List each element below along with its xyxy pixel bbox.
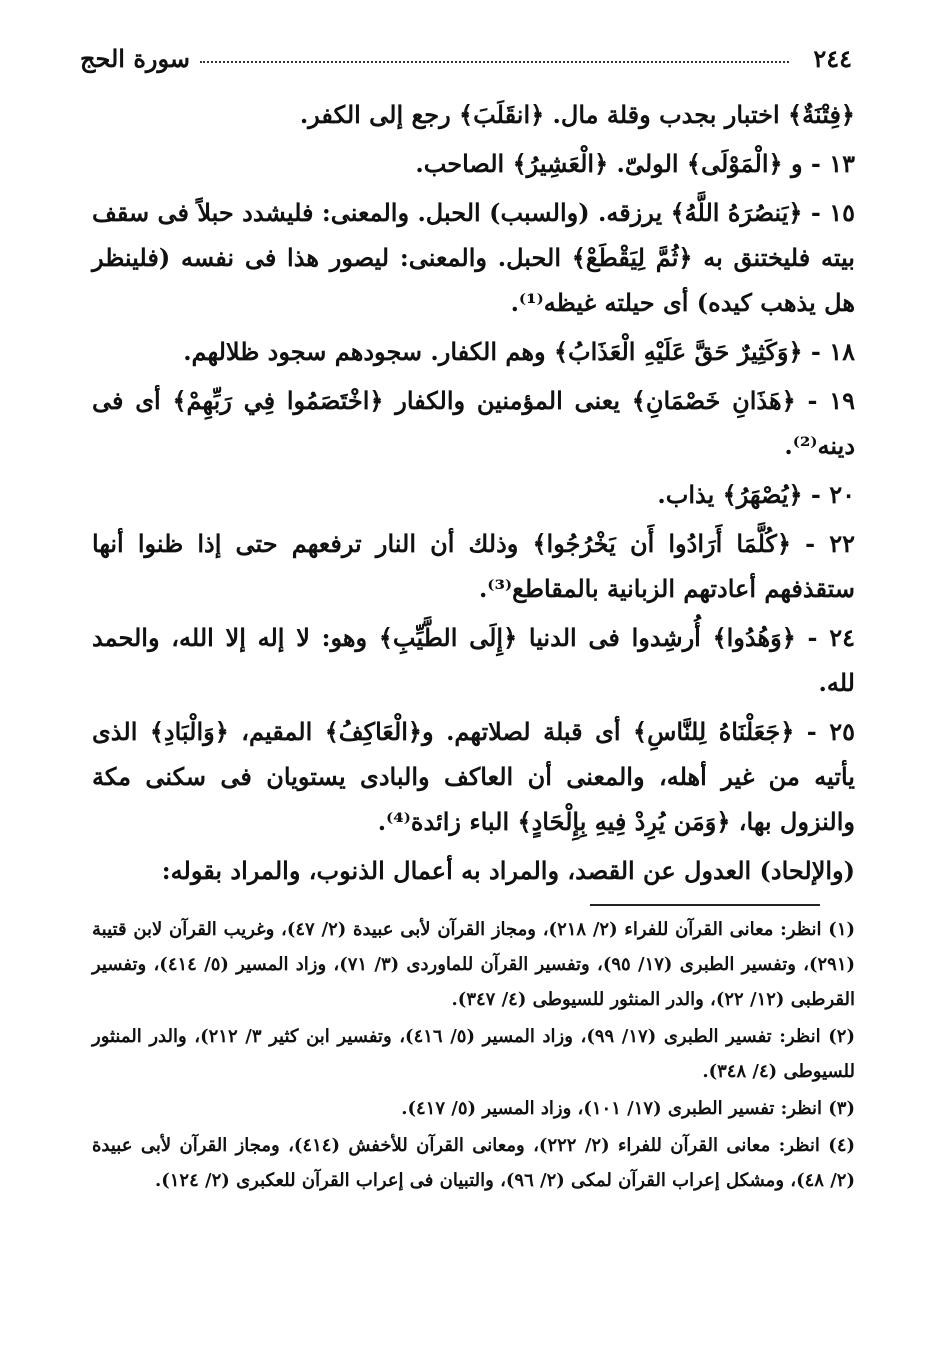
paragraph: ١٩ - ﴿هَذَانِ خَصْمَانِ﴾ يعنى المؤمنين والكفار ﴿اخْتَصَمُوا فِي رَبِّهِمْ﴾ أى فى دينه⁽²⁾. — [92, 386, 855, 460]
commentary-body — [92, 92, 855, 897]
paragraph: ١٨ - ﴿وَكَثِيرٌ حَقَّ عَلَيْهِ الْعَذَابُ﴾ وهم الكفار. سجودهم سجود ظلالهم. — [183, 337, 855, 366]
footnote: (٤) انظر: معانى القرآن للفراء (٢/ ٢٢٢)، ومعانى القرآن للأخفش (٤١٤)، ومجاز القرآن لأبى عبيدة (٢/ ٤٨)، ومشكل إعراب القرآن لمكى (٢/ ٩٦)، والتبيان فى إعراب القرآن للعكبرى (٢/ ١٢٤). — [92, 1135, 856, 1191]
page-number: ٢٤٤ — [813, 43, 852, 73]
paragraph: (والإلحاد) العدول عن القصد، والمراد به أعمال الذنوب، والمراد بقوله: — [161, 856, 855, 885]
footnote: (١) انظر: معانى القرآن للفراء (٢/ ٢١٨)، ومجاز القرآن لأبى عبيدة (٢/ ٤٧)، وغريب القرآن لابن قتيبة (٢٩١)، وتفسير الطبرى (١٧/ ٩٥)، وتفسير القرآن للماوردى (٣/ ٧١)، وزاد المسير (٥/ ٤١٤)، وتفسير القرطبى (١٢/ ٢٢)، والدر المنثور للسيوطى (٤/ ٣٤٧). — [92, 919, 856, 1010]
footnote-separator — [590, 904, 820, 906]
footnotes — [92, 912, 855, 1200]
paragraph: ﴿فِتْنَةٌ﴾ اختبار بجدب وقلة مال. ﴿انقَلَبَ﴾ رجع إلى الكفر. — [299, 100, 855, 129]
paragraph: ٢٢ - ﴿كُلَّمَا أَرَادُوا أَن يَخْرُجُوا﴾ وذلك أن النار ترفعهم حتى إذا ظنوا أنها ستقذفهم أعادتهم الزبانية بالمقاطع⁽³⁾. — [92, 529, 855, 603]
header-dotted-leader — [200, 61, 789, 63]
page-header — [80, 38, 852, 78]
paragraph: ٢٤ - ﴿وَهُدُوا﴾ أُرشِدوا فى الدنيا ﴿إِلَى الطَّيِّبِ﴾ وهو: لا إله إلا الله، والحمد لله. — [92, 623, 855, 697]
surah-title: سورة الحج — [80, 43, 190, 73]
paragraph: ١٣ - و ﴿الْمَوْلَى﴾ الولىّ. ﴿الْعَشِيرُ﴾ الصاحب. — [415, 149, 855, 178]
footnote: (٣) انظر: تفسير الطبرى (١٧/ ١٠١)، وزاد المسير (٥/ ٤١٧). — [401, 1098, 855, 1119]
paragraph: ٢٠ - ﴿يُصْهَرُ﴾ يذاب. — [657, 480, 855, 509]
footnote: (٢) انظر: تفسير الطبرى (١٧/ ٩٩)، وزاد المسير (٥/ ٤١٦)، وتفسير ابن كثير ٣/ ٢١٢)، والدر المنثور للسيوطى (٤/ ٣٤٨). — [92, 1026, 855, 1082]
paragraph: ١٥ - ﴿يَنصُرَهُ اللَّهُ﴾ يرزقه. (والسبب) الحبل. والمعنى: فليشدد حبلاً فى سقف بيته فليختنق به ﴿ثُمَّ لِيَقْطَعْ﴾ الحبل. والمعنى: ليصور هذا فى نفسه (فلينظر هل يذهب كيده) أى حيلته غيظه⁽¹⁾. — [92, 198, 855, 317]
paragraph: ٢٥ - ﴿جَعَلْنَاهُ لِلنَّاسِ﴾ أى قبلة لصلاتهم. و﴿الْعَاكِفُ﴾ المقيم، ﴿وَالْبَادِ﴾ الذى يأتيه من غير أهله، والمعنى أن العاكف والبادى يستويان فى سكنى مكة والنزول بها، ﴿وَمَن يُرِدْ فِيهِ بِإِلْحَادٍ﴾ الباء زائدة⁽⁴⁾. — [92, 717, 855, 836]
